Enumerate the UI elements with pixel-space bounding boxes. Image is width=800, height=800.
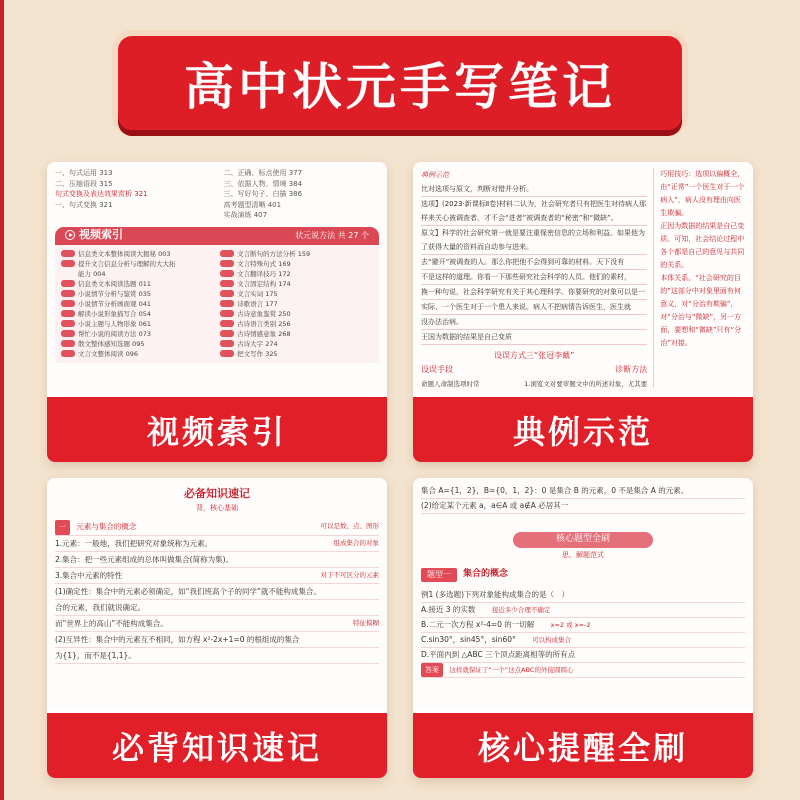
toc-right [223, 168, 379, 221]
video-row[interactable] [220, 289, 373, 299]
card-label-text: 核心提醒全刷 [477, 728, 688, 767]
video-row[interactable] [220, 339, 373, 349]
video-tag-icon [220, 250, 234, 257]
video-list-right [220, 249, 373, 359]
toc-left [55, 168, 211, 221]
core-title: 核心题型全刷 [513, 532, 653, 548]
video-row[interactable] [220, 349, 373, 359]
video-row[interactable] [61, 249, 214, 259]
knowledge-title: 必备知识速记 [184, 487, 250, 500]
toc-item: 一、句式运用 313 [55, 169, 113, 177]
toc-item: 二、正确、标点使用 377 [223, 169, 303, 177]
video-tag-icon [220, 350, 234, 357]
core-top-line: (2)给定某个元素 a，a∈A 或 a∉A 必居其一 [421, 499, 745, 514]
margin-note: 特征模糊 [353, 619, 379, 627]
video-row[interactable] [220, 329, 373, 339]
video-tag-icon [61, 300, 75, 307]
knowledge-line [55, 616, 379, 632]
video-row[interactable] [61, 329, 214, 339]
video-row[interactable] [61, 319, 214, 329]
video-tag-icon [61, 320, 75, 327]
toc-item: 高考题型清晰 401 [223, 200, 282, 209]
example-line: 去“避开”被调查的人。那么你把他不会得到可靠的材料。天下没有 [421, 255, 647, 270]
video-row[interactable] [220, 279, 373, 289]
video-tag-icon [61, 250, 75, 257]
red-note: 接近多少合理不确定 [491, 606, 551, 614]
toc-item: 一、句式变换 321 [55, 200, 113, 209]
video-row-label: 把文写作 325 [237, 349, 278, 358]
side-note: 正因为数据的结果是自己变质。可知，社会结论过程中各个都是自己的意见与共同的关系。 [660, 222, 745, 269]
core-subtitle: 思，解题范式 [562, 550, 604, 559]
answer-note: 这样就保证了“一个”这点ABC的外接圆圆心 [449, 666, 574, 674]
video-row[interactable] [220, 259, 373, 269]
section-title: 元素与集合的概念 [76, 522, 137, 531]
knowledge-text: (2)互异性：集合中的元素互不相同，如方程 x²-2x+1=0 的根组成的集合 [55, 635, 300, 644]
margin-note: 可以是数、点、图形 [320, 522, 379, 530]
video-index-sheet [47, 162, 387, 394]
question-line: D.平面内到 △ABC 三个顶点距离相等的所有点 [421, 648, 745, 663]
card-video-index[interactable] [47, 162, 387, 462]
title-banner [118, 36, 682, 130]
card-examples[interactable] [413, 162, 753, 462]
question-line [421, 603, 745, 618]
video-row[interactable] [61, 289, 214, 299]
question-line: 例1 (多选题)下列对象能构成集合的是（ ） [421, 588, 745, 603]
video-row-label: 小说情节分析画面观 041 [78, 299, 151, 308]
method-b: 诊断方法 [615, 365, 648, 374]
toc-item: 三、写好句子、白描 386 [223, 190, 303, 198]
red-note: 可以构成集合 [532, 636, 572, 644]
video-index-banner [55, 227, 379, 245]
knowledge-section [55, 519, 379, 536]
knowledge-line [55, 600, 379, 616]
knowledge-line [55, 552, 379, 568]
video-row-label: 信息类文本整体阅读大揭秘 003 [78, 249, 171, 258]
question-line [421, 633, 745, 648]
method-detail-right: 1.浏览文对要审题文中的所述对象，尤其要 [524, 380, 648, 388]
video-list-left [61, 249, 214, 359]
video-tag-icon [220, 330, 234, 337]
video-row-label: 文言实词 175 [237, 289, 278, 298]
video-tag-icon [220, 300, 234, 307]
knowledge-text: 为{1}，而不是{1,1}。 [55, 651, 136, 660]
video-row-label: 帮忙小说的阅读方法 073 [78, 329, 151, 338]
video-row-label: 文言固定结构 174 [237, 279, 291, 288]
card-core-practice[interactable] [413, 478, 753, 778]
knowledge-line [55, 632, 379, 648]
video-row[interactable] [220, 269, 373, 279]
method-label: 设误方式三“张冠李戴” [493, 351, 575, 360]
knowledge-line [55, 584, 379, 600]
knowledge-text: (1)确定性：集合中的元素必须确定，如“我们班高个子的同学”就不能构成集合。 [55, 587, 321, 596]
video-row-label: 古诗语言类别 256 [237, 319, 291, 328]
toc-item: 三、依据人物、情境 384 [223, 179, 303, 188]
method-detail-row [421, 377, 647, 391]
video-row[interactable] [61, 309, 214, 319]
video-row-label: 提升文言信息分析与理解的大大拓 [78, 259, 176, 268]
toc-item: 二、压缩语段 315 [55, 179, 113, 188]
knowledge-line [55, 648, 379, 664]
core-sheet [413, 478, 753, 710]
knowledge-sheet [47, 478, 387, 710]
question-option: B.二元一次方程 x²-4=0 的一切解 [421, 620, 535, 629]
example-line: 原文】科学的社会研究第一就是要注重保密信息的立场和利益。如果他为了获得大量的资料而自动参与进来。 [421, 226, 647, 255]
video-count: 状元说方法 共 27 个 [295, 230, 369, 240]
example-line: 换一种句说，社会科学研究有关于其心理科学。你要研究的对象可以是一 [421, 285, 647, 300]
video-tag-icon [61, 290, 75, 297]
video-row[interactable] [220, 299, 373, 309]
knowledge-line [55, 568, 379, 584]
video-tag-icon [61, 330, 75, 337]
example-line: 不是这样的道理。你看一下那些研究社会科学的人员。他们的素材， [421, 270, 647, 285]
video-row-label: 解读小说形象描写合 054 [78, 309, 151, 318]
video-row-label: 诗歌语言 177 [237, 299, 278, 308]
video-row-label: 文言特殊句式 169 [237, 259, 291, 268]
question-line [421, 618, 745, 633]
video-row[interactable] [61, 339, 214, 349]
card-label [47, 394, 387, 462]
question-option: C.sin30°，sin45°，sin60° [421, 635, 516, 644]
card-label [413, 710, 753, 778]
question-type-tag: 题型一 [421, 568, 457, 582]
method-detail-left: 命题人命制选项时常 [421, 380, 480, 388]
toc-item: 实战演练 407 [223, 211, 268, 219]
video-tag-icon [220, 310, 234, 317]
example-heading: 典例示范 [421, 171, 449, 179]
video-tag-icon [220, 270, 234, 277]
toc-item: 句式变换及表达效果赏析 321 [55, 190, 148, 198]
page-title: 高中状元手写笔记 [184, 58, 616, 116]
card-label-text: 必背知识速记 [111, 728, 322, 767]
example-side-notes [654, 168, 745, 388]
example-line: 比对选项与原文，判断对错并分析。 [421, 182, 647, 197]
video-row-label: 能力 004 [78, 269, 106, 278]
video-row-label: 古诗情感意象 268 [237, 329, 291, 338]
example-line: 没办法治病。 [421, 315, 647, 330]
knowledge-text: 3.集合中元素的特性 [55, 571, 123, 580]
video-tag-icon [61, 350, 75, 357]
example-main [421, 168, 654, 388]
video-index-heading-text: 视频索引 [79, 228, 123, 242]
method-row [421, 363, 647, 377]
video-row-label: 文言翻译技巧 172 [237, 269, 291, 278]
card-label-text: 视频索引 [146, 412, 287, 451]
knowledge-line [55, 536, 379, 552]
knowledge-text: 2.集合：把一些元素组成的总体叫做集合(简称为集)。 [55, 555, 234, 564]
answer-line [421, 663, 745, 678]
knowledge-text: 而“世界上的高山”不能构成集合。 [55, 619, 168, 628]
video-row[interactable] [220, 319, 373, 329]
video-row-label: 散文整体感知选题 095 [78, 339, 145, 348]
video-row-label: 信息类文本阅读选题 011 [78, 279, 151, 288]
video-row[interactable] [61, 269, 214, 279]
example-line: 王国为数据的结果是自己变质 [421, 330, 647, 345]
knowledge-text: 1.元素：一般地，我们把研究对象统称为元素。 [55, 539, 213, 548]
question-type-name: 集合的概念 [463, 569, 509, 580]
video-row-label: 古诗意象鉴赏 250 [237, 309, 291, 318]
video-tag-icon [61, 260, 75, 267]
margin-note: 对于不可区分的元素 [320, 571, 379, 579]
video-index-heading [65, 227, 123, 244]
example-line: 实际，一个医生对于一个患人来说。病人不把病情告诉医生，医生就 [421, 300, 647, 315]
core-top-line: 集合 A={1，2}，B={0，1，2}：0 是集合 B 的元素，0 不是集合 A 的元素。 [421, 484, 745, 499]
card-label [47, 710, 387, 778]
video-tag-icon [220, 260, 234, 267]
margin-note: 组成集合的对象 [333, 539, 379, 547]
video-row-label: 文言文整体阅读 096 [78, 349, 138, 358]
example-line: 选项】(2023·新课标Ⅱ卷)材料二认为，社会研究者只有把医生对待病人那样来关心被调查者，才不会“进者”被调查者的“秘密”和“微缺”。 [421, 197, 647, 226]
toc-preview [55, 168, 379, 221]
section-number: 一 [55, 520, 70, 535]
video-tag-icon [220, 340, 234, 347]
red-note: x=2 或 x=-2 [550, 621, 591, 629]
knowledge-text: 合的元素，我们就说确定。 [55, 603, 145, 612]
question-type-header [421, 568, 745, 582]
side-note: 本体关系。“社会研究的目的”这部分中对象里面有何意义，对“分治有欺骗”，对“分治与“微缺”，另一方面，要想和“微缺”只有“分治”对接。 [660, 274, 742, 347]
video-row[interactable] [220, 309, 373, 319]
video-tag-icon [61, 340, 75, 347]
question-option: A.接近 3 的实数 [421, 605, 476, 614]
card-label-text: 典例示范 [512, 412, 653, 451]
video-row[interactable] [220, 249, 373, 259]
knowledge-subtitle: 背，核心基础 [196, 503, 238, 512]
video-tag-icon [220, 320, 234, 327]
video-row-label: 古诗大字 274 [237, 339, 278, 348]
method-a: 设误手段 [421, 365, 453, 374]
video-row-label: 小说情节分析与鉴赏 035 [78, 289, 151, 298]
card-label [413, 394, 753, 462]
video-row[interactable] [61, 349, 214, 359]
video-row-label: 小说主题与人物形象 061 [78, 319, 151, 328]
example-layout [421, 168, 745, 388]
card-knowledge[interactable] [47, 478, 387, 778]
video-tag-icon [220, 280, 234, 287]
video-row-label: 文言断句的方法分析 159 [237, 249, 311, 258]
video-tag-icon [61, 310, 75, 317]
video-tag-icon [220, 290, 234, 297]
answer-tag: 答案 [421, 663, 443, 677]
video-tag-icon [61, 280, 75, 287]
video-row[interactable] [61, 299, 214, 309]
side-note: 巧用技巧：选项以偏概全，由“正常”一个医生对于一个病人”，病人没有理由向医生欺骗。 [660, 170, 745, 217]
video-row[interactable] [61, 259, 214, 269]
video-list [55, 245, 379, 363]
example-sheet [413, 162, 753, 394]
play-icon [65, 230, 75, 240]
video-row[interactable] [61, 279, 214, 289]
